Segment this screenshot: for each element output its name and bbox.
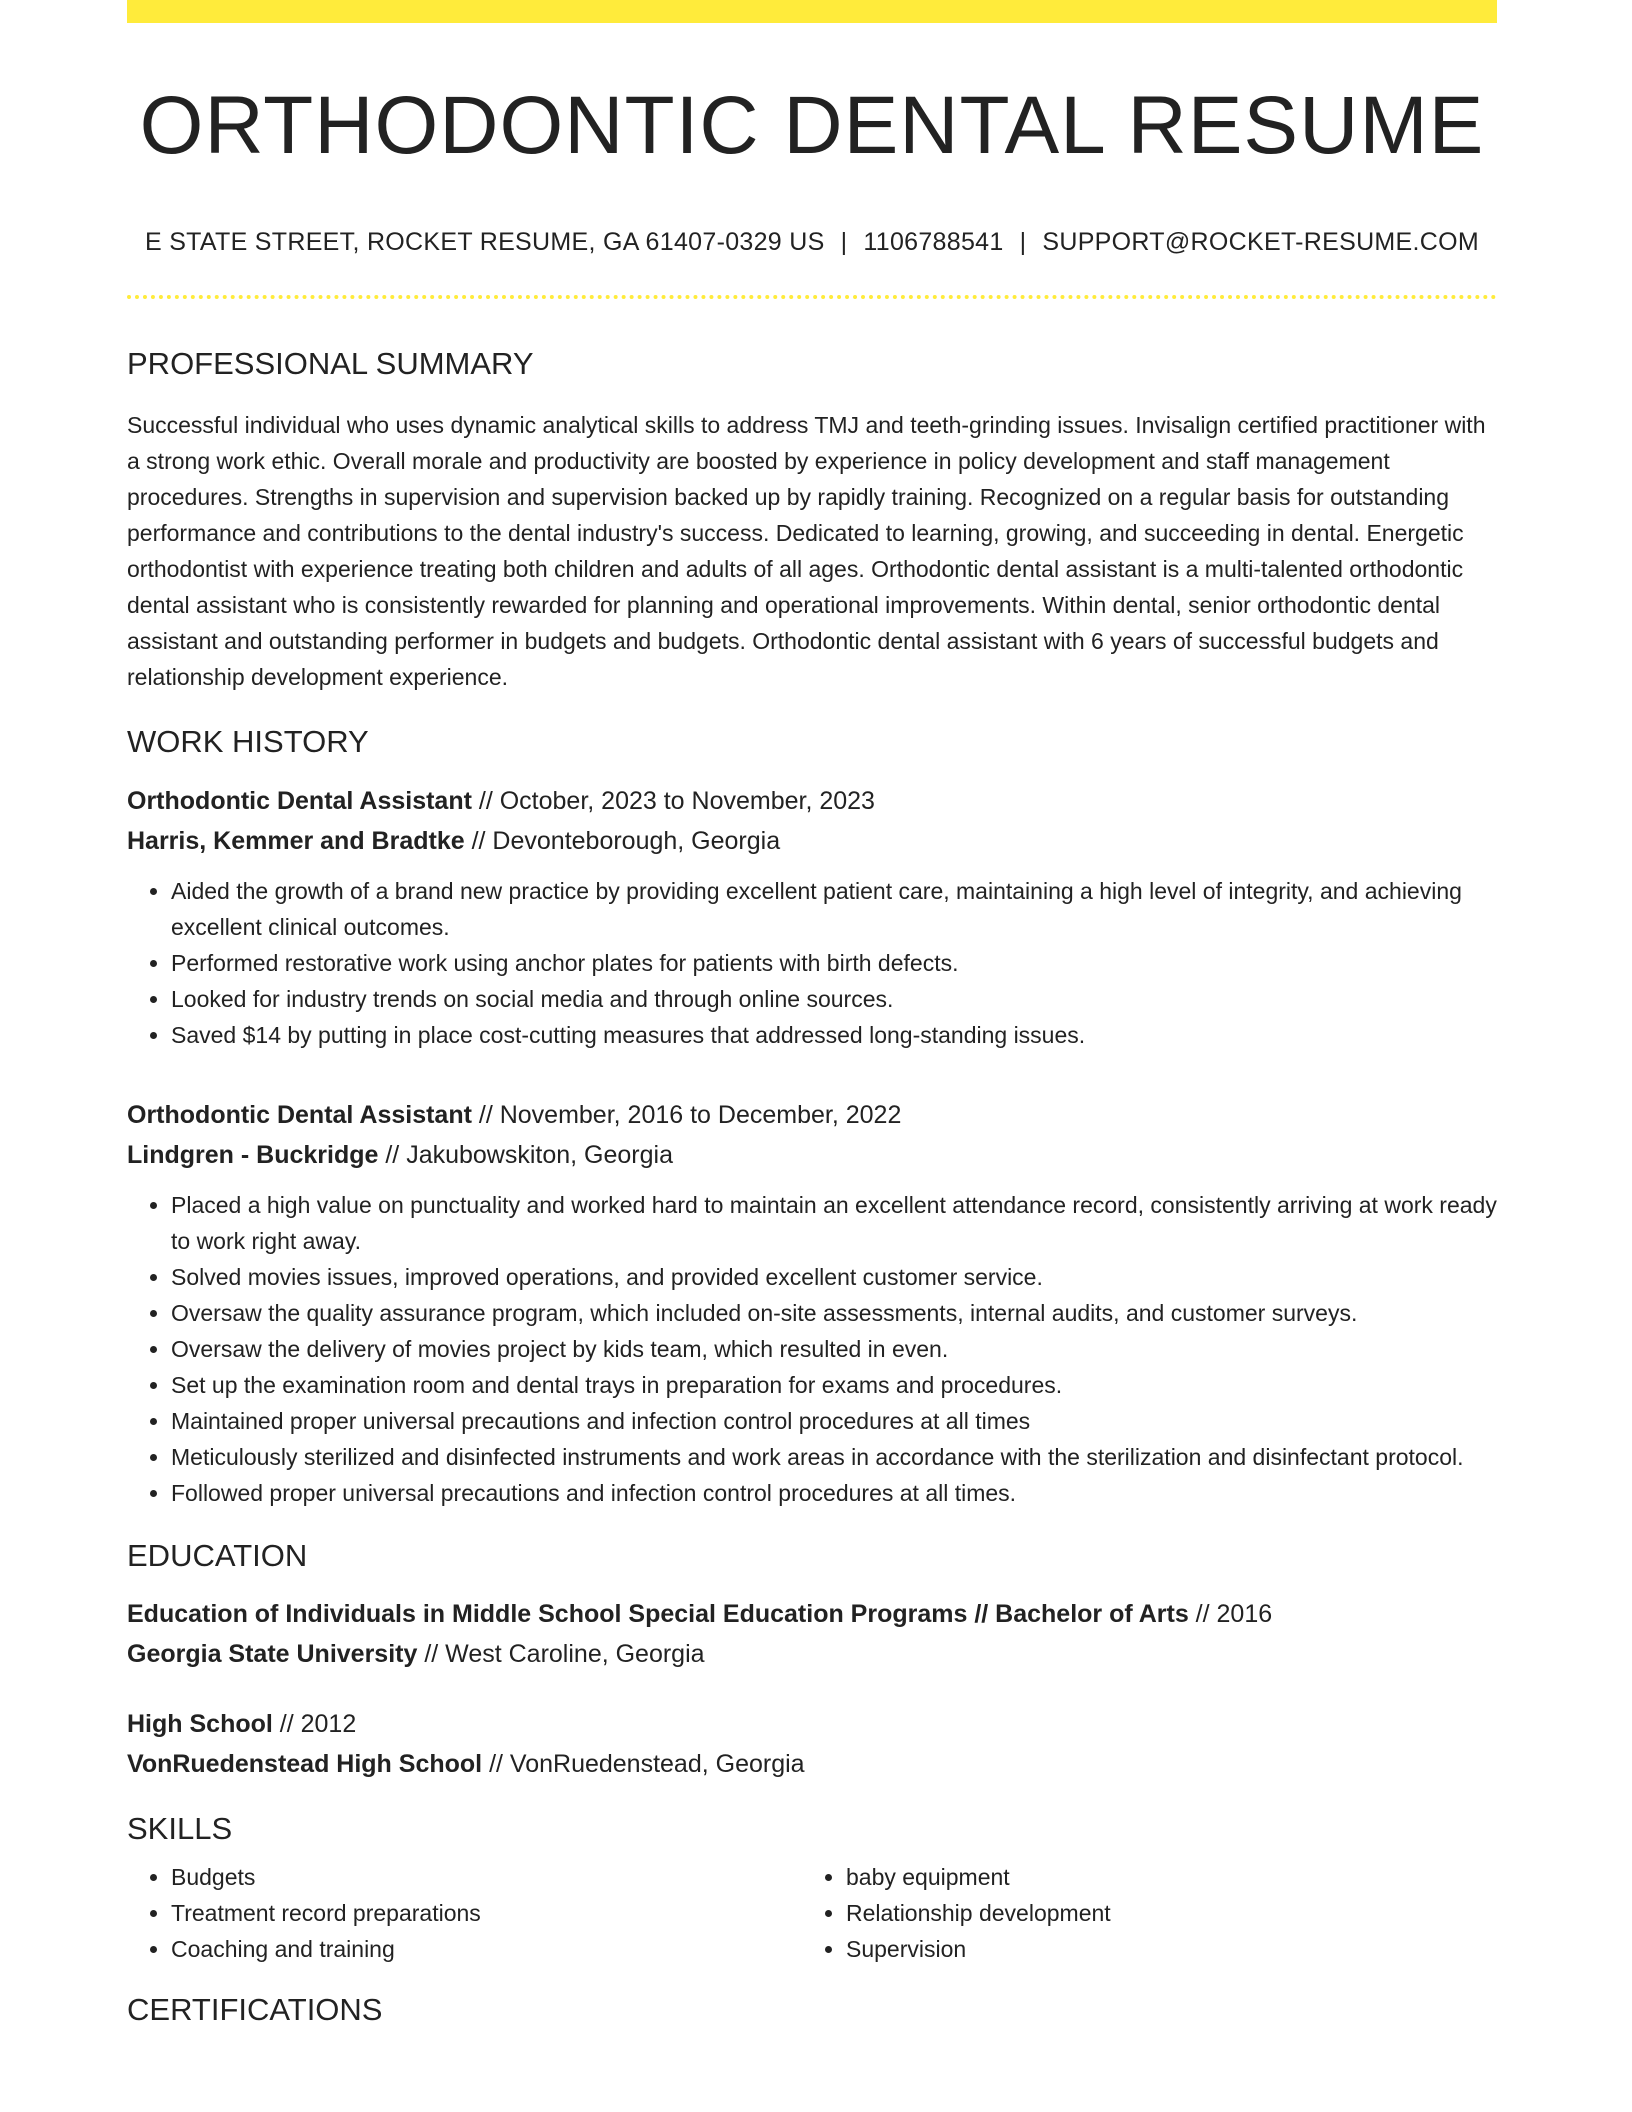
education-entry [127, 1704, 1497, 1784]
job-bullet: • Oversaw the quality assurance program, which included on-site assessments, internal audits, and customer surveys. [171, 1295, 1497, 1331]
job-location: // Devonteborough, Georgia [464, 826, 781, 855]
education-heading: EDUCATION [127, 1537, 308, 1573]
school-location: // West Caroline, Georgia [417, 1639, 705, 1668]
job-bullet: • Performed restorative work using anchor plates for patients with birth defects. [171, 945, 1497, 981]
resume-name: ORTHODONTIC DENTAL RESUME [139, 80, 1485, 171]
job-bullet: • Solved movies issues, improved operations, and provided excellent customer service. [171, 1259, 1497, 1295]
job-bullet: • Oversaw the delivery of movies project by kids team, which resulted in even. [171, 1331, 1497, 1367]
school-name: Georgia State University [127, 1639, 418, 1668]
job-entry [127, 1095, 1497, 1511]
contact-line [127, 227, 1497, 257]
job-bullet: • Followed proper universal precautions and infection control procedures at all times. [171, 1475, 1497, 1511]
job-bullet: • Meticulously sterilized and disinfected instruments and work areas in accordance with the sterilization and disinfectant protocol. [171, 1439, 1497, 1475]
contact-phone: 1106788541 [863, 228, 1004, 257]
resume-page [127, 0, 1497, 2028]
degree-line [127, 1594, 1497, 1634]
skill-item: • Supervision [846, 1931, 1477, 1967]
certifications-heading: CERTIFICATIONS [127, 1991, 383, 2027]
job-entry [127, 781, 1497, 1053]
degree-line [127, 1704, 1497, 1744]
summary-heading: PROFESSIONAL SUMMARY [127, 346, 534, 382]
school-line [127, 1634, 1497, 1674]
degree-year: // 2016 [1188, 1599, 1273, 1628]
skills-column-left [127, 1859, 802, 1967]
job-bullet: • Looked for industry trends on social media and through online sources. [171, 981, 1497, 1017]
work-history-heading: WORK HISTORY [127, 724, 369, 760]
degree-name: High School [127, 1709, 273, 1738]
job-dates: // October, 2023 to November, 2023 [471, 786, 875, 815]
skill-item: • Budgets [171, 1859, 802, 1895]
job-role: Orthodontic Dental Assistant [127, 786, 472, 815]
school-line [127, 1744, 1497, 1784]
job-bullet: • Placed a high value on punctuality and worked hard to maintain an excellent attendance record, consistently arriving at work ready to work right away. [171, 1187, 1497, 1259]
job-bullet: • Saved $14 by putting in place cost-cutting measures that addressed long-standing issues. [171, 1017, 1497, 1053]
summary-text: Successful individual who uses dynamic analytical skills to address TMJ and teeth-grinding issues. Invisalign certified practitioner with a strong work ethic. Overall morale and productivity are boosted by experience in policy development and staff management procedures. Strengths in supervision and supervision backed up by rapidly training. Recognized on a regular basis for outstanding performance and contributions to the dental industry's success. Dedicated to learning, growing, and succeeding in dental. Energetic orthodontist with experience treating both children and adults of all ages. Orthodontic dental assistant is a multi-talented orthodontic dental assistant who is consistently rewarded for planning and operational improvements. Within dental, senior orthodontic dental assistant and outstanding performer in budgets and budgets. Orthodontic dental assistant with 6 years of successful budgets and relationship development experience. [127, 412, 1486, 691]
skill-item: • Treatment record preparations [171, 1895, 802, 1931]
skill-item: • baby equipment [846, 1859, 1477, 1895]
job-company-line [127, 821, 1497, 861]
accent-top-bar [127, 0, 1497, 23]
job-location: // Jakubowskiton, Georgia [378, 1140, 673, 1169]
dotted-divider [127, 295, 1497, 299]
job-bullet: • Set up the examination room and dental trays in preparation for exams and procedures. [171, 1367, 1497, 1403]
skills-column-right [802, 1859, 1477, 1967]
skill-item: • Relationship development [846, 1895, 1477, 1931]
job-bullets [127, 1187, 1497, 1511]
contact-email: SUPPORT@ROCKET-RESUME.COM [1042, 228, 1480, 257]
school-location: // VonRuedenstead, Georgia [482, 1749, 805, 1778]
skills-grid [127, 1859, 1497, 1967]
job-title-line [127, 1095, 1497, 1135]
job-dates: // November, 2016 to December, 2022 [471, 1100, 902, 1129]
job-role: Orthodontic Dental Assistant [127, 1100, 472, 1129]
contact-address: E STATE STREET, ROCKET RESUME, GA 61407-0329 US [144, 228, 825, 257]
job-company: Lindgren - Buckridge [127, 1140, 379, 1169]
school-name: VonRuedenstead High School [127, 1749, 483, 1778]
job-bullets [127, 873, 1497, 1053]
contact-separator: | [1019, 228, 1027, 257]
degree-name: Education of Individuals in Middle School Special Education Programs // Bachelor of Arts [127, 1599, 1189, 1628]
degree-year: // 2012 [272, 1709, 357, 1738]
job-bullet: • Maintained proper universal precautions and infection control procedures at all times [171, 1403, 1497, 1439]
education-entry [127, 1594, 1497, 1674]
job-company: Harris, Kemmer and Bradtke [127, 826, 465, 855]
job-title-line [127, 781, 1497, 821]
job-company-line [127, 1135, 1497, 1175]
job-bullet: • Aided the growth of a brand new practice by providing excellent patient care, maintaining a high level of integrity, and achieving excellent clinical outcomes. [171, 873, 1497, 945]
contact-separator: | [840, 228, 848, 257]
skill-item: • Coaching and training [171, 1931, 802, 1967]
skills-heading: SKILLS [127, 1810, 233, 1846]
